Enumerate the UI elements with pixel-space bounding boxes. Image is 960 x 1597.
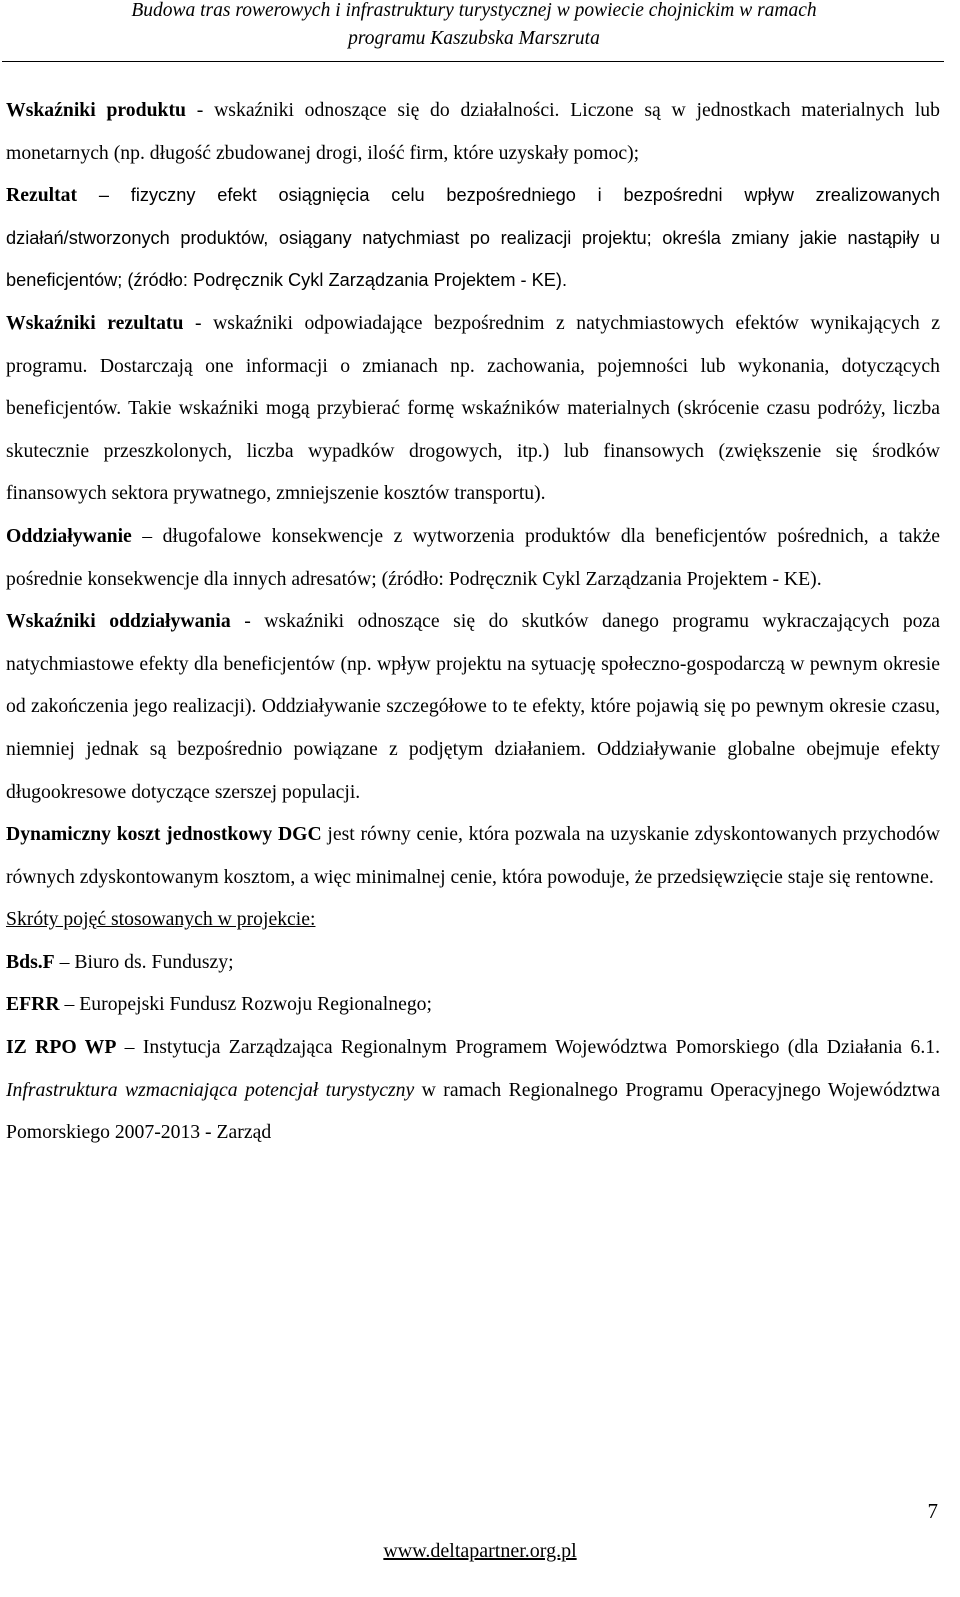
abbreviations-heading (6, 898, 940, 941)
term-impact-indicators: Wskaźniki oddziaływania (6, 610, 231, 633)
term-dgc: Dynamiczny koszt jednostkowy DGC (6, 823, 322, 846)
paragraph-dgc (6, 813, 940, 898)
paragraph-result-indicators (6, 302, 940, 515)
header-line-2: programu Kaszubska Marszruta (348, 28, 600, 49)
abbr-def-iz-rpo-wp-italic: Infrastruktura wzmacniająca potencjał turystyczny (6, 1078, 415, 1101)
header-rule (2, 61, 944, 62)
abbreviation-efrr (6, 983, 940, 1026)
abbr-term-bdsf: Bds.F (6, 950, 55, 973)
paragraph-product-indicators (6, 89, 940, 174)
paragraph-impact-indicators (6, 600, 940, 813)
footer (0, 1540, 960, 1563)
abbreviations-heading-text: Skróty pojęć stosowanych w projekcie: (6, 908, 316, 931)
abbr-term-efrr: EFRR (6, 993, 60, 1016)
abbr-def-iz-rpo-wp-part1: – Instytucja Zarządzająca Regionalnym Programem Województwa Pomorskiego (dla Działania 6.1. (116, 1036, 941, 1059)
abbr-def-iz-rpo-wp-part2: w ramach Regionalnego Programu Operacyjnego Województwa Pomorskiego 2007-2013 - Zarząd (6, 1078, 940, 1144)
abbreviation-bdsf (6, 941, 940, 984)
paragraph-impact (6, 515, 940, 600)
term-product-indicators: Wskaźniki produktu (6, 99, 187, 121)
term-impact: Oddziaływanie (6, 524, 132, 547)
definition-result: – fizyczny efekt osiągnięcia celu bezpośredniego i bezpośredni wpływ zrealizowanych działań/stworzonych produktów, osiągany natychmiast po realizacji projektu; określa zmiany jakie nastąpiły u beneficjentów; (źródło: Podręcznik Cykl Zarządzania Projektem - KE). (6, 185, 940, 291)
definition-dgc: jest równy cenie, która pozwala na uzyskanie zdyskontowanych przychodów równych zdyskontowanym kosztom, a więc minimalnej cenie, która powoduje, że przedsięwzięcie staje się rentowne. (6, 823, 940, 888)
abbr-def-efrr: – Europejski Fundusz Rozwoju Regionalnego; (59, 993, 432, 1016)
paragraph-result (6, 174, 940, 302)
definition-result-indicators: - wskaźniki odpowiadające bezpośrednim z natychmiastowych efektów wynikających z programu. Dostarczają one informacji o zmianach np. zachowania, pojemności lub wykonania, dotyczących beneficjentów. Takie wskaźniki mogą przybierać formę wskaźników materialnych (skrócenie czasu podróży, liczba skutecznie przeszkolonych, liczba wypadków drogowych, itp.) lub finansowych (zwiększenie się środków finansowych sektora prywatnego, zmniejszenie kosztów transportu). (6, 311, 941, 505)
document-body (6, 89, 940, 1154)
abbr-term-iz-rpo-wp: IZ RPO WP (6, 1036, 117, 1059)
page-number: 7 (927, 1499, 938, 1523)
term-result: Rezultat (6, 184, 78, 207)
abbreviation-iz-rpo-wp (6, 1026, 940, 1154)
definition-impact: – długofalowe konsekwencje z wytworzenia produktów dla beneficjentów pośrednich, a także pośrednie konsekwencje dla innych adresatów; (źródło: Podręcznik Cykl Zarządzania Projektem - KE). (6, 524, 940, 590)
abbr-def-bdsf: – Biuro ds. Funduszy; (54, 950, 234, 973)
definition-impact-indicators: - wskaźniki odnoszące się do skutków danego programu wykraczających poza natychmiastowe efekty dla beneficjentów (np. wpływ projektu na sytuację społeczno-gospodarczą w pewnym okresie od zakończenia jego realizacji). Oddziaływanie szczegółowe to te efekty, które pojawią się po pewnym okresie czasu, niemniej jednak są bezpośrednio powiązane z podjętym działaniem. Oddziaływanie globalne obejmuje efekty długookresowe dotyczące szerszej populacji. (6, 610, 940, 803)
term-result-indicators: Wskaźniki rezultatu (6, 311, 184, 334)
header-line-1: Budowa tras rowerowych i infrastruktury turystycznej w powiecie chojnickim w ramach (131, 0, 817, 21)
definition-product-indicators: - wskaźniki odnoszące się do działalności. Liczone są w jednostkach materialnych lub monetarnych (np. długość zbudowanej drogi, ilość firm, które uzyskały pomoc); (6, 99, 940, 164)
footer-link[interactable]: www.deltapartner.org.pl (383, 1540, 577, 1562)
